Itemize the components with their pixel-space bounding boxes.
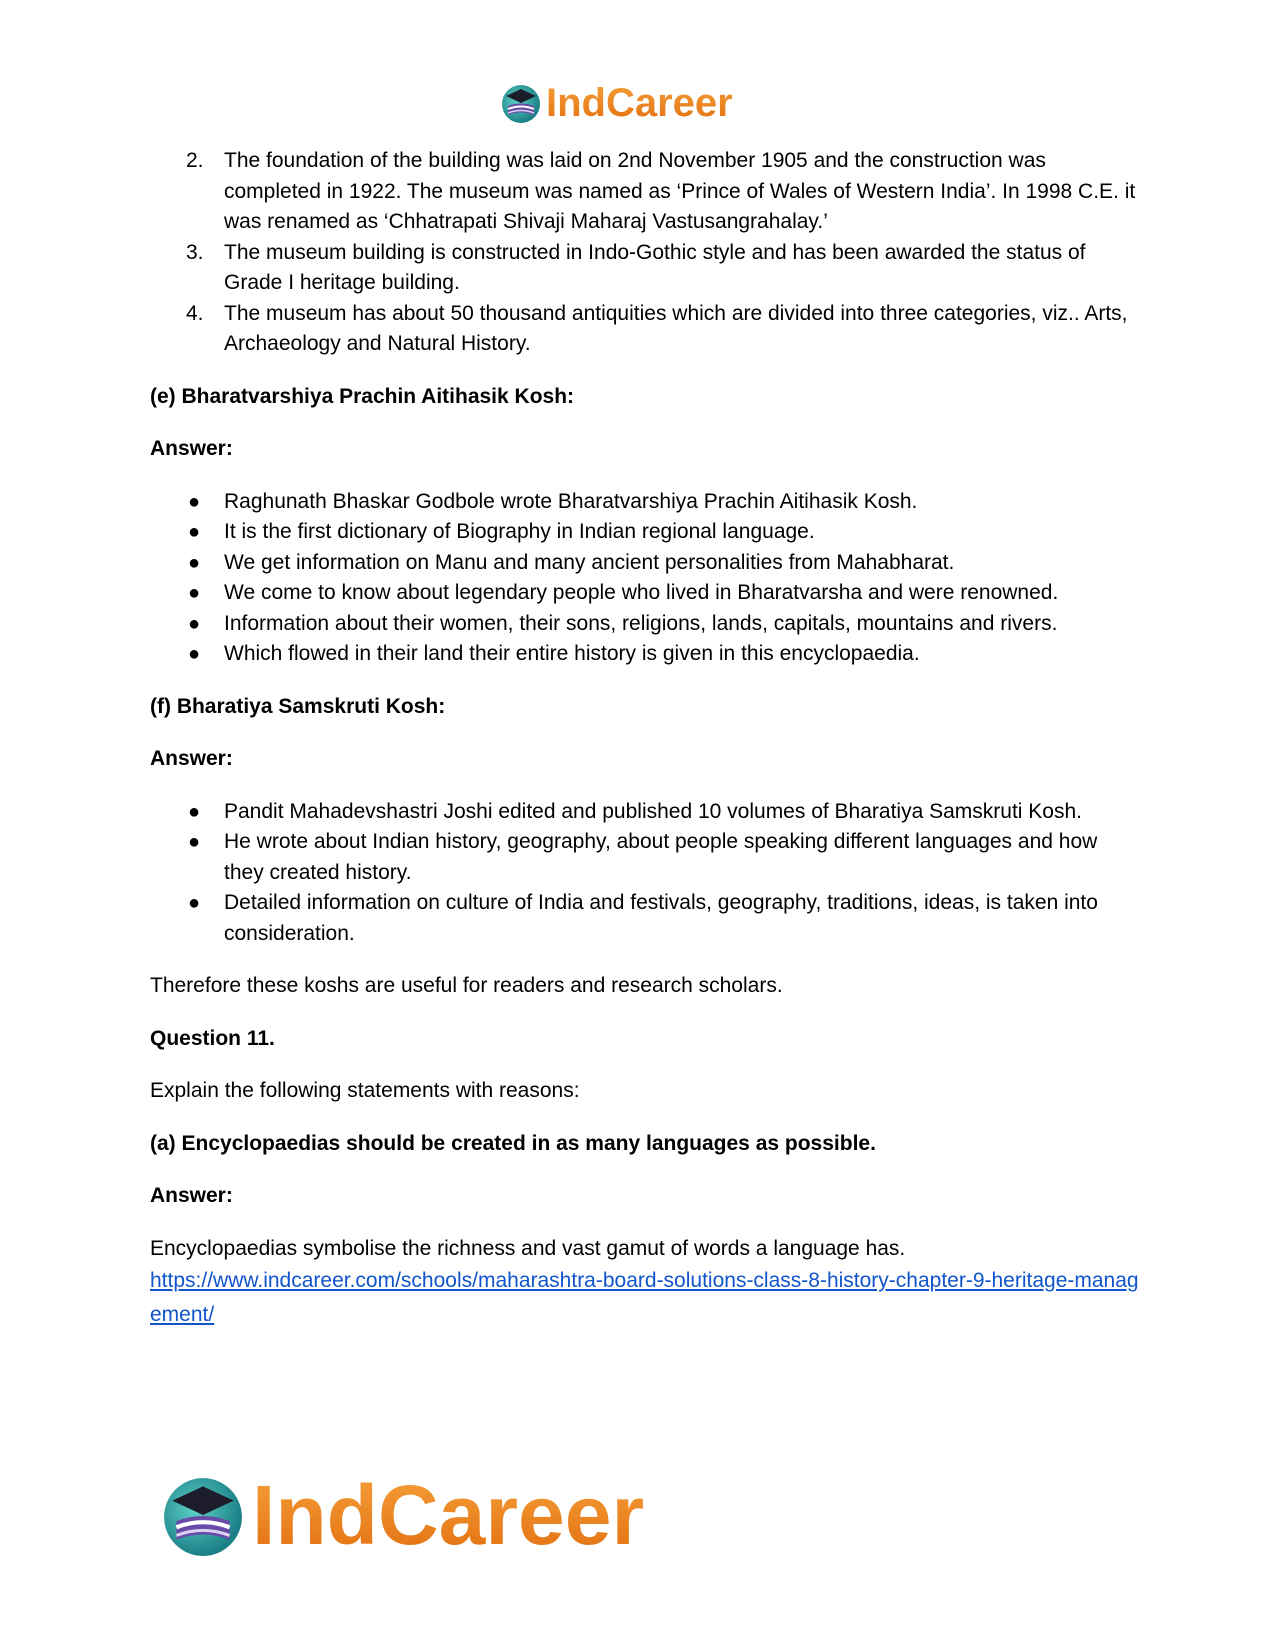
list-item-text: He wrote about Indian history, geography, about people speaking different languages and how they created history.	[224, 830, 1098, 884]
logo-wordmark: IndCareer	[546, 81, 733, 125]
list-number: 2.	[186, 149, 204, 172]
list-item	[150, 888, 1140, 949]
bullet-icon: ●	[188, 643, 201, 665]
question-sub-heading: (a) Encyclopaedias should be created in as many languages as possible.	[150, 1131, 876, 1155]
list-item-text: We get information on Manu and many ancient personalities from Mahabharat.	[224, 550, 955, 574]
list-number: 4.	[186, 301, 204, 325]
question-answer-text: Encyclopaedias symbolise the richness and vast gamut of words a language has.	[150, 1236, 906, 1260]
list-item	[150, 827, 1140, 888]
list-item-text: The museum building is constructed in Indo-Gothic style and has been awarded the status of Grade I heritage building.	[224, 240, 1086, 294]
list-item-text: Information about their women, their sons, religions, lands, capitals, mountains and rivers.	[224, 611, 1058, 635]
list-item	[150, 548, 1140, 579]
bullet-icon: ●	[188, 612, 201, 635]
bullet-icon: ●	[188, 582, 201, 604]
list-item	[150, 797, 1140, 828]
list-item-text: Pandit Mahadevshastri Joshi edited and published 10 volumes of Bharatiya Samskruti Kosh.	[224, 799, 1082, 823]
list-item-text: Raghunath Bhaskar Godbole wrote Bharatvarshiya Prachin Aitihasik Kosh.	[224, 489, 918, 513]
list-item-text: We come to know about legendary people who lived in Bharatvarsha and were renowned.	[224, 581, 1059, 604]
graduation-book-icon	[500, 82, 542, 124]
section-e-answer-label: Answer:	[150, 437, 233, 460]
list-item	[150, 609, 1140, 640]
list-item-text: The museum has about 50 thousand antiquities which are divided into three categories, viz.. Arts, Archaeology and Natural History.	[224, 301, 1128, 355]
logo-wordmark: IndCareer	[252, 1468, 645, 1562]
list-item-text: Detailed information on culture of India and festivals, geography, traditions, ideas, is taken into consideration.	[224, 891, 1098, 945]
list-number: 3.	[186, 240, 204, 264]
section-e-bullets	[150, 487, 1140, 670]
bullet-icon: ●	[188, 551, 201, 574]
list-item	[150, 238, 1140, 299]
conclusion-text: Therefore these koshs are useful for readers and research scholars.	[150, 974, 783, 997]
list-item	[150, 146, 1140, 238]
bullet-icon: ●	[188, 800, 201, 823]
list-item-text: It is the first dictionary of Biography in Indian regional language.	[224, 520, 815, 543]
list-item	[150, 299, 1140, 360]
header-logo	[500, 80, 733, 126]
list-item	[150, 639, 1140, 670]
question-title: Question 11.	[150, 1026, 275, 1050]
section-f-bullets	[150, 797, 1140, 950]
section-f-heading: (f) Bharatiya Samskruti Kosh:	[150, 694, 446, 718]
bullet-icon: ●	[188, 490, 201, 513]
list-item-text: Which flowed in their land their entire history is given in this encyclopaedia.	[224, 642, 920, 665]
bullet-icon: ●	[188, 521, 201, 543]
bullet-icon: ●	[188, 831, 201, 853]
list-item	[150, 487, 1140, 518]
list-item-text: The foundation of the building was laid on 2nd November 1905 and the construction was completed in 1922. The museum was named as ‘Prince of Wales of Western India’. In 1998 C.E. it was renamed as ‘Chhatrapati Shivaji Maharaj Vastusangrahalay.’	[224, 149, 1136, 233]
list-item	[150, 517, 1140, 548]
document-body	[150, 146, 1140, 1332]
question-answer-label: Answer:	[150, 1184, 233, 1207]
list-item	[150, 578, 1140, 609]
section-e-heading: (e) Bharatvarshiya Prachin Aitihasik Kosh:	[150, 384, 575, 408]
source-url-link[interactable]: https://www.indcareer.com/schools/maharashtra-board-solutions-class-8-history-chapter-9-heritage-management/	[150, 1269, 1139, 1326]
graduation-book-icon	[160, 1472, 246, 1558]
bullet-icon: ●	[188, 892, 201, 914]
section-f-answer-label: Answer:	[150, 747, 233, 770]
footer-logo	[160, 1470, 644, 1560]
numbered-list	[150, 146, 1140, 360]
question-instruction: Explain the following statements with reasons:	[150, 1079, 580, 1102]
